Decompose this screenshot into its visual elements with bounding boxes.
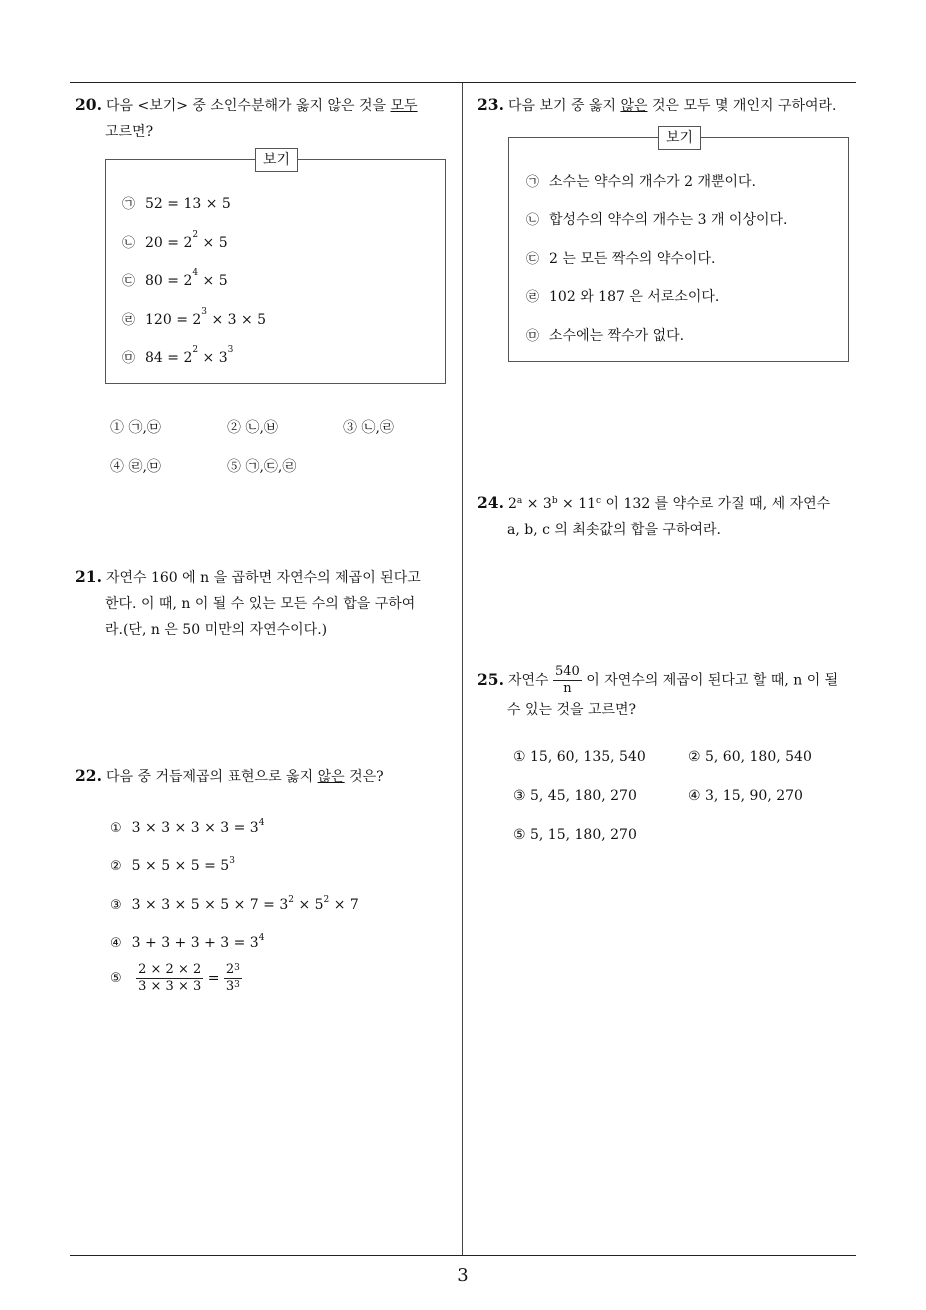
question-number: 21. [75,567,102,586]
question-text-cont: 한다. 이 때, n 이 될 수 있는 모든 수의 합을 구하여 [105,596,416,612]
underlined-text: 않은 [620,98,648,114]
question-text: 다음 중 거듭제곱의 표현으로 옳지 [105,769,318,785]
question-text-cont: a, b, c 의 최솟값의 합을 구하여라. [507,522,721,538]
q23-item-3: ㉢ 2 는 모든 짝수의 약수이다. [526,251,716,267]
question-23: 23. 다음 보기 중 옳지 않은 것은 모두 몇 개인지 구하여라. [477,95,837,114]
fraction-left: $\frac{2 \times 2 \times 2}{3 \times 3 \times 3}$ [138,962,202,994]
bottom-rule [70,1255,856,1256]
q20-choice-5[interactable]: ⑤ ㉠,㉢,㉣ [227,459,297,475]
q25-choice-3[interactable]: ③ 5, 45, 180, 270 [513,788,637,804]
q25-choice-1[interactable]: ① 15, 60, 135, 540 [513,749,646,765]
question-number: 22. [75,766,102,785]
question-text-cont: 라.(단, n 은 50 미만의 자연수이다.) [105,622,328,638]
q20-item-4: ㉣ $120 = 2^3 \times 3 \times 5$ [122,307,267,328]
q25-choice-2[interactable]: ② 5, 60, 180, 540 [688,749,812,765]
q20-box-title: 보기 [255,148,298,172]
question-number: 23. [477,95,504,114]
q20-item-3: ㉢ $80 = 2^4 \times 5$ [122,268,228,289]
q23-item-4: ㉣ 102 와 187 은 서로소이다. [526,289,720,305]
question-text: 다음 <보기> 중 소인수분해가 옳지 않은 것을 [105,98,391,114]
top-rule [70,82,856,83]
q23-box-title: 보기 [658,126,701,150]
fraction-540-n: $\frac{540}{n}$ [555,664,580,696]
q22-choice-4[interactable]: ④ $3 + 3 + 3 + 3 = 3^4$ [110,933,265,951]
q22-choice-3[interactable]: ③ $3 \times 3 \times 5 \times 5 \times 7 = 3^2 \times 5^2 \times 7$ [110,895,359,913]
q23-item-5: ㉤ 소수에는 짝수가 없다. [526,328,685,344]
question-number: 25. [477,669,504,689]
q20-choice-4[interactable]: ④ ㉣,㉤ [110,459,161,475]
column-divider [462,83,463,1255]
question-22: 22. 다음 중 거듭제곱의 표현으로 옳지 않은 것은? [75,766,384,785]
question-text-cont: 수 있는 것을 고르면? [507,702,637,718]
question-number: 24. [477,493,504,512]
question-20 [75,92,457,145]
q20-choice-1[interactable]: ① ㉠,㉤ [110,420,161,436]
q22-choice-2[interactable]: ② $5 \times 5 \times 5 = 5^3$ [110,856,235,874]
q23-item-1: ㉠ 소수는 약수의 개수가 2 개뿐이다. [526,174,756,190]
page-number: 3 [457,1265,469,1286]
q20-item-5: ㉤ $84 = 2^2 \times 3^3$ [122,345,234,366]
q22-choice-5[interactable]: ⑤ $\frac{2 \times 2 \times 2}{3 \times 3 \times 3}$ = $\frac{2^3}{3^3}$ [110,962,240,994]
q25-choice-4[interactable]: ④ 3, 15, 90, 270 [688,788,803,804]
q20-choice-2[interactable]: ② ㉡,㉥ [227,420,278,436]
q22-choice-1[interactable]: ① $3 \times 3 \times 3 \times 3 = 3^4$ [110,818,265,836]
question-text: 다음 보기 중 옳지 [507,98,621,114]
question-number: 20. [75,95,102,114]
question-24: 24. $2^a \times 3^b \times 11^c$ 이 132 를 약수로 가질 때, 세 자연수 a, b, c 의 최솟값의 합을 구하여라. [477,493,831,538]
q20-item-2: ㉡ $20 = 2^2 \times 5$ [122,230,228,251]
q23-item-2: ㉡ 합성수의 약수의 개수는 3 개 이상이다. [526,212,788,228]
q25-choice-5[interactable]: ⑤ 5, 15, 180, 270 [513,827,637,843]
question-text-cont: 고르면? [105,124,154,140]
underlined-text: 모두 [390,98,418,114]
fraction-right: $\frac{2^3}{3^3}$ [225,962,240,994]
q20-choice-3[interactable]: ③ ㉡,㉣ [343,420,394,436]
question-text: 자연수 160 에 n 을 곱하면 자연수의 제곱이 된다고 [105,570,421,586]
question-25: 25. 자연수 $\frac{540}{n}$ 이 자연수의 제곱이 된다고 할 때, n 이 될 수 있는 것을 고르면? [477,664,839,718]
underlined-text: 않은 [317,769,345,785]
q20-item-1: ㉠ 52 = 13 × 5 [122,196,231,212]
question-21 [75,564,460,643]
